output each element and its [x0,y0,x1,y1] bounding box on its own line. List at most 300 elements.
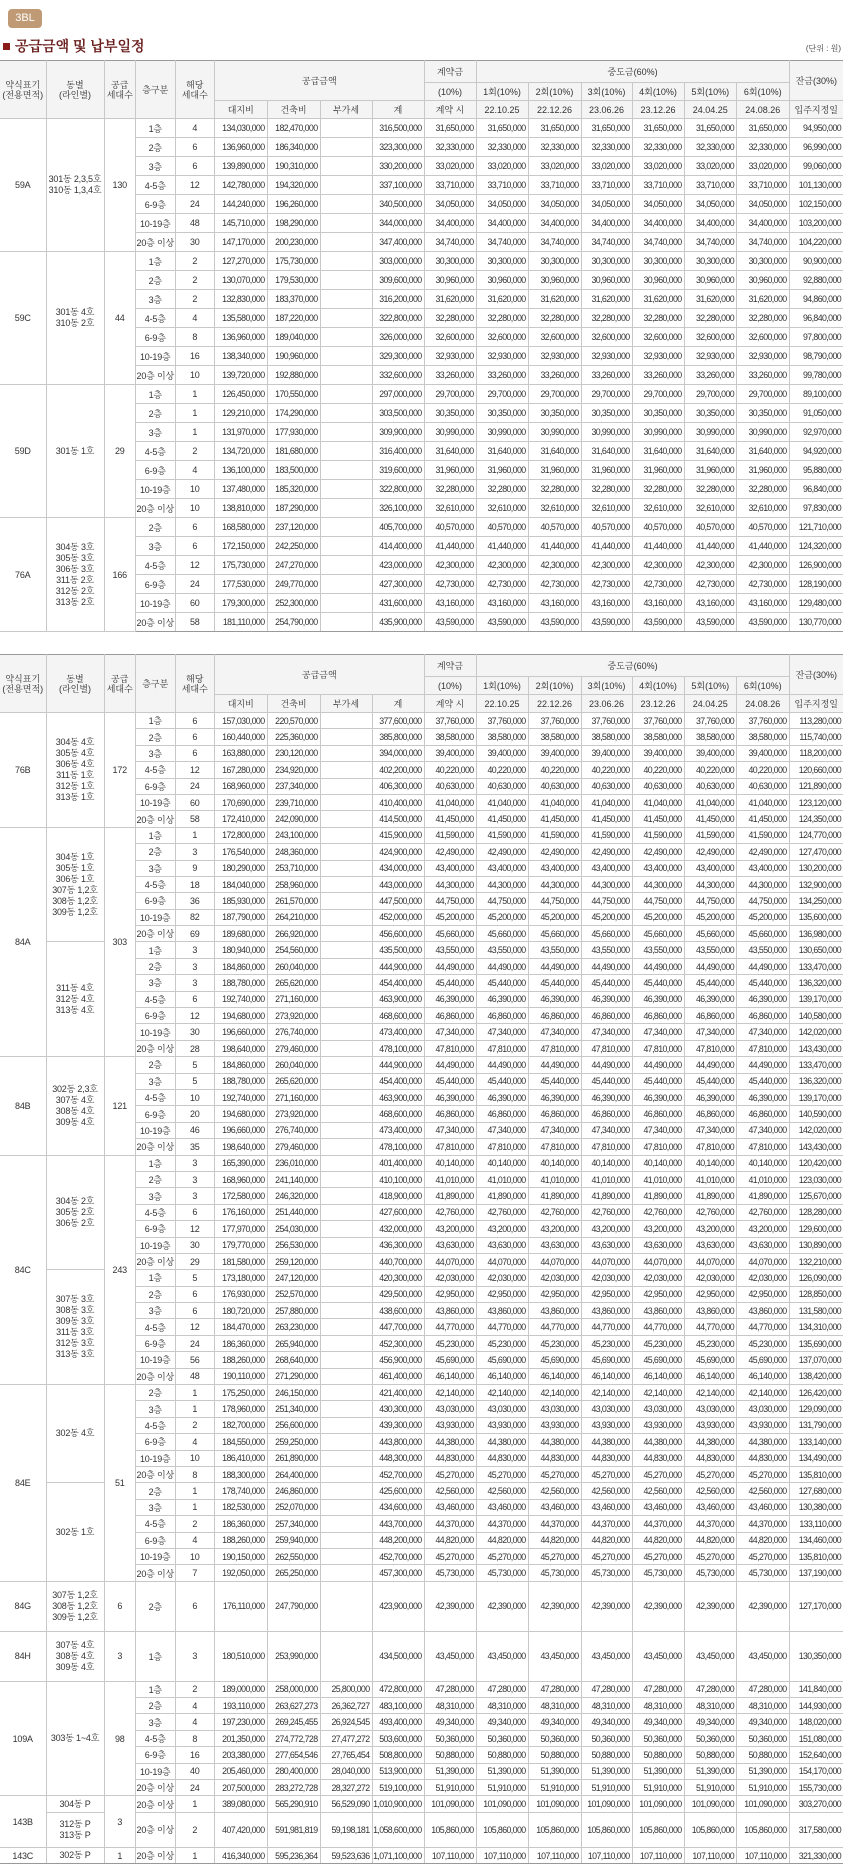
installment-2: 42,560,000 [528,1483,581,1499]
total-price: 405,700,000 [372,518,424,537]
units: 2 [175,252,215,271]
balance: 132,210,000 [789,1253,843,1269]
installment-5: 41,450,000 [684,811,737,827]
building-price: 257,340,000 [267,1516,320,1532]
installment-2: 107,110,000 [528,1847,581,1863]
units: 5 [175,1270,215,1286]
floor: 2층 [136,518,176,537]
installment-2: 45,230,000 [528,1335,581,1351]
land-price: 178,740,000 [215,1483,268,1499]
units: 2 [175,1812,215,1847]
installment-6: 42,760,000 [737,1204,790,1220]
supply-count: 166 [104,518,136,632]
building-price: 189,040,000 [267,328,320,347]
table-row [0,1796,843,1812]
installment-6: 44,300,000 [737,876,790,892]
building-price: 254,790,000 [267,613,320,632]
total-price: 410,100,000 [372,1171,424,1187]
header-deposit: 계약금 [424,655,476,677]
building-price: 259,120,000 [267,1253,320,1269]
vat [320,827,372,843]
installment-2: 44,490,000 [528,958,581,974]
unit-type: 59D [0,385,46,518]
deposit: 44,300,000 [424,876,476,892]
total-price: 423,900,000 [372,1581,424,1631]
balance: 130,200,000 [789,860,843,876]
header-deposit-pct: (10%) [424,677,476,695]
installment-6: 30,300,000 [737,252,790,271]
installment-3: 42,560,000 [581,1483,632,1499]
installment-5: 32,280,000 [684,480,737,499]
land-price: 136,960,000 [215,138,268,157]
vat [320,1057,372,1073]
installment-2: 46,860,000 [528,1106,581,1122]
installment-4: 101,090,000 [632,1796,684,1812]
installment-3: 42,030,000 [581,1270,632,1286]
installment-1: 45,230,000 [476,1335,528,1351]
vat [320,991,372,1007]
land-price: 132,830,000 [215,290,268,309]
installment-3: 51,390,000 [581,1763,632,1779]
installment-1: 50,360,000 [476,1730,528,1746]
installment-5: 44,300,000 [684,876,737,892]
units: 4 [175,1434,215,1450]
installment-3: 48,310,000 [581,1698,632,1714]
installment-4: 45,270,000 [632,1466,684,1482]
supply-count: 1 [104,1847,136,1863]
units: 4 [175,119,215,138]
balance: 97,830,000 [789,499,843,518]
land-price: 190,150,000 [215,1548,268,1564]
installment-5: 42,730,000 [684,575,737,594]
land-price: 130,070,000 [215,271,268,290]
installment-3: 33,260,000 [581,366,632,385]
installment-2: 32,330,000 [528,138,581,157]
building-price: 246,320,000 [267,1188,320,1204]
land-price: 147,170,000 [215,233,268,252]
vat [320,893,372,909]
units: 48 [175,214,215,233]
land-price: 172,150,000 [215,537,268,556]
installment-1: 42,760,000 [476,1204,528,1220]
installment-2: 43,630,000 [528,1237,581,1253]
total-price: 423,000,000 [372,556,424,575]
floor: 3층 [136,860,176,876]
vat [320,811,372,827]
land-price: 188,260,000 [215,1532,268,1548]
balance: 137,070,000 [789,1352,843,1368]
dong-lines: 304동 4호 305동 4호 306동 4호 311동 1호 312동 1호 313동 1호 [46,713,104,828]
balance: 140,590,000 [789,1106,843,1122]
total-price: 452,700,000 [372,1548,424,1564]
installment-3: 31,650,000 [581,119,632,138]
header-sub: 부가세 [320,101,372,119]
installment-4: 45,200,000 [632,909,684,925]
building-price: 260,040,000 [267,1057,320,1073]
installment-2: 37,760,000 [528,713,581,729]
installment-4: 41,040,000 [632,794,684,810]
total-price: 440,700,000 [372,1253,424,1269]
total-price: 418,900,000 [372,1188,424,1204]
installment-3: 44,820,000 [581,1532,632,1548]
deposit: 32,600,000 [424,328,476,347]
installment-5: 43,630,000 [684,1237,737,1253]
price-table-2 [0,654,843,1864]
installment-4: 51,910,000 [632,1780,684,1796]
units: 30 [175,1024,215,1040]
table-row [0,252,843,271]
building-price: 276,740,000 [267,1024,320,1040]
vat [320,290,372,309]
deposit: 43,860,000 [424,1303,476,1319]
floor: 6-9층 [136,328,176,347]
installment-3: 32,610,000 [581,499,632,518]
total-price: 303,000,000 [372,252,424,271]
installment-3: 44,830,000 [581,1450,632,1466]
land-price: 416,340,000 [215,1847,268,1863]
land-price: 178,960,000 [215,1401,268,1417]
building-price: 265,620,000 [267,975,320,991]
land-price: 176,110,000 [215,1581,268,1631]
installment-5: 32,280,000 [684,309,737,328]
installment-5: 30,300,000 [684,252,737,271]
installment-3: 38,580,000 [581,729,632,745]
building-price: 279,460,000 [267,1040,320,1056]
installment-5: 45,230,000 [684,1335,737,1351]
total-price: 421,400,000 [372,1385,424,1401]
land-price: 167,280,000 [215,762,268,778]
total-price: 340,500,000 [372,195,424,214]
installment-2: 42,300,000 [528,556,581,575]
floor: 4-5층 [136,309,176,328]
land-price: 180,290,000 [215,860,268,876]
balance: 141,840,000 [789,1681,843,1697]
vat: 25,800,000 [320,1681,372,1697]
balance: 142,020,000 [789,1024,843,1040]
unit-type: 84C [0,1155,46,1384]
land-price: 163,880,000 [215,745,268,761]
installment-3: 107,110,000 [581,1847,632,1863]
floor: 3층 [136,1714,176,1730]
installment-3: 46,140,000 [581,1368,632,1384]
building-price: 236,010,000 [267,1155,320,1171]
floor: 6-9층 [136,461,176,480]
header-installment: 6회(10%) [737,83,790,101]
deposit: 31,650,000 [424,119,476,138]
installment-6: 41,040,000 [737,794,790,810]
total-price: 425,600,000 [372,1483,424,1499]
installment-6: 44,820,000 [737,1532,790,1548]
units: 7 [175,1565,215,1581]
building-price: 591,981,819 [267,1812,320,1847]
installment-4: 47,810,000 [632,1040,684,1056]
total-price: 1,010,900,000 [372,1796,424,1812]
vat [320,1155,372,1171]
deposit: 46,390,000 [424,1089,476,1105]
units: 3 [175,942,215,958]
header-sub: 부가세 [320,695,372,713]
total-price: 385,800,000 [372,729,424,745]
building-price: 256,600,000 [267,1417,320,1433]
installment-4: 42,730,000 [632,575,684,594]
total-price: 438,600,000 [372,1303,424,1319]
installment-6: 42,730,000 [737,575,790,594]
total-price: 463,900,000 [372,991,424,1007]
installment-2: 43,450,000 [528,1631,581,1681]
land-price: 194,680,000 [215,1106,268,1122]
installment-2: 42,950,000 [528,1286,581,1302]
installment-4: 44,370,000 [632,1516,684,1532]
total-price: 430,300,000 [372,1401,424,1417]
vat [320,876,372,892]
vat [320,762,372,778]
installment-5: 42,760,000 [684,1204,737,1220]
installment-1: 42,560,000 [476,1483,528,1499]
installment-4: 46,390,000 [632,991,684,1007]
balance: 124,770,000 [789,827,843,843]
balance: 129,090,000 [789,1401,843,1417]
building-price: 252,070,000 [267,1499,320,1515]
deposit: 46,860,000 [424,1106,476,1122]
installment-6: 43,550,000 [737,942,790,958]
balance: 123,030,000 [789,1171,843,1187]
installment-3: 45,230,000 [581,1335,632,1351]
units: 1 [175,1401,215,1417]
floor: 3층 [136,1401,176,1417]
installment-6: 42,300,000 [737,556,790,575]
building-price: 251,340,000 [267,1401,320,1417]
balance: 130,350,000 [789,1631,843,1681]
header-sub: 건축비 [267,101,320,119]
floor: 1층 [136,119,176,138]
installment-4: 46,860,000 [632,1106,684,1122]
installment-1: 40,570,000 [476,518,528,537]
installment-2: 50,360,000 [528,1730,581,1746]
balance: 142,020,000 [789,1122,843,1138]
installment-3: 47,280,000 [581,1681,632,1697]
floor: 10-19층 [136,909,176,925]
units: 5 [175,1057,215,1073]
balance: 123,120,000 [789,794,843,810]
installment-2: 46,390,000 [528,991,581,1007]
installment-2: 31,620,000 [528,290,581,309]
deposit: 44,070,000 [424,1253,476,1269]
installment-4: 40,570,000 [632,518,684,537]
installment-6: 43,200,000 [737,1221,790,1237]
floor: 3층 [136,157,176,176]
installment-6: 49,340,000 [737,1714,790,1730]
deposit: 34,400,000 [424,214,476,233]
building-price: 198,290,000 [267,214,320,233]
installment-4: 42,030,000 [632,1270,684,1286]
total-price: 424,900,000 [372,844,424,860]
vat [320,442,372,461]
building-price: 265,620,000 [267,1073,320,1089]
land-price: 184,860,000 [215,1057,268,1073]
land-price: 181,110,000 [215,613,268,632]
balance: 133,110,000 [789,1516,843,1532]
installment-1: 30,990,000 [476,423,528,442]
installment-5: 48,310,000 [684,1698,737,1714]
units: 1 [175,1483,215,1499]
installment-1: 44,380,000 [476,1434,528,1450]
units: 2 [175,271,215,290]
installment-2: 44,750,000 [528,893,581,909]
balance: 135,690,000 [789,1335,843,1351]
building-price: 239,710,000 [267,794,320,810]
land-price: 168,960,000 [215,778,268,794]
building-price: 237,120,000 [267,518,320,537]
installment-1: 29,700,000 [476,385,528,404]
land-price: 136,960,000 [215,328,268,347]
vat [320,1139,372,1155]
installment-6: 40,140,000 [737,1155,790,1171]
units: 3 [175,1155,215,1171]
floor: 10-19층 [136,1122,176,1138]
installment-2: 34,050,000 [528,195,581,214]
floor: 20층 이상 [136,613,176,632]
balance: 126,420,000 [789,1385,843,1401]
units: 35 [175,1139,215,1155]
installment-3: 51,910,000 [581,1780,632,1796]
installment-6: 44,380,000 [737,1434,790,1450]
building-price: 258,000,000 [267,1681,320,1697]
building-price: 269,245,455 [267,1714,320,1730]
installment-5: 32,600,000 [684,328,737,347]
installment-6: 30,350,000 [737,404,790,423]
installment-2: 46,860,000 [528,1008,581,1024]
installment-3: 47,340,000 [581,1024,632,1040]
installment-1: 44,750,000 [476,893,528,909]
installment-2: 32,280,000 [528,480,581,499]
installment-3: 42,300,000 [581,556,632,575]
header-sub: 22.12.26 [528,101,581,119]
balance: 95,880,000 [789,461,843,480]
installment-5: 37,760,000 [684,713,737,729]
installment-6: 46,390,000 [737,991,790,1007]
installment-4: 47,280,000 [632,1681,684,1697]
installment-2: 31,640,000 [528,442,581,461]
installment-6: 45,690,000 [737,1352,790,1368]
land-price: 172,800,000 [215,827,268,843]
land-price: 177,970,000 [215,1221,268,1237]
building-price: 257,880,000 [267,1303,320,1319]
deposit: 37,760,000 [424,713,476,729]
installment-1: 40,140,000 [476,1155,528,1171]
floor: 6-9층 [136,778,176,794]
balance: 121,890,000 [789,778,843,794]
table-row [0,713,843,729]
installment-1: 48,310,000 [476,1698,528,1714]
deposit: 29,700,000 [424,385,476,404]
table-row [0,385,843,404]
installment-1: 44,370,000 [476,1516,528,1532]
installment-4: 45,230,000 [632,1335,684,1351]
installment-1: 33,020,000 [476,157,528,176]
vat [320,745,372,761]
installment-1: 30,960,000 [476,271,528,290]
total-price: 432,000,000 [372,1221,424,1237]
header-deposit: 계약금 [424,61,476,83]
total-price: 447,500,000 [372,893,424,909]
floor: 1층 [136,713,176,729]
total-price: 337,100,000 [372,176,424,195]
deposit: 47,810,000 [424,1040,476,1056]
installment-5: 43,550,000 [684,942,737,958]
balance: 120,660,000 [789,762,843,778]
vat [320,233,372,252]
units: 8 [175,1730,215,1746]
table-row [0,1155,843,1171]
installment-5: 32,930,000 [684,347,737,366]
floor: 20층 이상 [136,1565,176,1581]
installment-4: 32,280,000 [632,309,684,328]
installment-5: 46,140,000 [684,1368,737,1384]
floor: 20층 이상 [136,1040,176,1056]
floor: 1층 [136,252,176,271]
installment-2: 30,960,000 [528,271,581,290]
vat [320,1171,372,1187]
deposit: 46,860,000 [424,1008,476,1024]
installment-5: 45,200,000 [684,909,737,925]
floor: 1층 [136,827,176,843]
floor: 4-5층 [136,1089,176,1105]
vat [320,1401,372,1417]
installment-6: 43,930,000 [737,1417,790,1433]
deposit: 47,340,000 [424,1122,476,1138]
land-price: 176,930,000 [215,1286,268,1302]
floor: 20층 이상 [136,233,176,252]
installment-6: 44,490,000 [737,958,790,974]
installment-2: 46,140,000 [528,1368,581,1384]
units: 4 [175,461,215,480]
installment-3: 44,300,000 [581,876,632,892]
building-price: 261,890,000 [267,1450,320,1466]
installment-4: 31,960,000 [632,461,684,480]
header-sub: 계 [372,695,424,713]
deposit: 44,370,000 [424,1516,476,1532]
units: 6 [175,157,215,176]
header-sub: 대지비 [215,695,268,713]
installment-6: 41,890,000 [737,1188,790,1204]
deposit: 43,590,000 [424,613,476,632]
header-installment: 1회(10%) [476,83,528,101]
building-price: 258,960,000 [267,876,320,892]
header-price: 공급금액 [215,655,425,695]
installment-1: 43,160,000 [476,594,528,613]
unit-type: 76A [0,518,46,632]
balance: 97,800,000 [789,328,843,347]
installment-4: 34,400,000 [632,214,684,233]
units: 3 [175,975,215,991]
installment-6: 40,570,000 [737,518,790,537]
vat [320,1008,372,1024]
dong-lines: 301동 2,3,5호 310동 1,3,4호 [46,119,104,252]
installment-4: 34,050,000 [632,195,684,214]
installment-4: 30,300,000 [632,252,684,271]
land-price: 207,500,000 [215,1780,268,1796]
vat [320,794,372,810]
installment-6: 42,030,000 [737,1270,790,1286]
installment-6: 43,590,000 [737,613,790,632]
building-price: 248,360,000 [267,844,320,860]
units: 8 [175,328,215,347]
deposit: 32,280,000 [424,309,476,328]
installment-5: 31,620,000 [684,290,737,309]
floor: 20층 이상 [136,1812,176,1847]
balance: 124,350,000 [789,811,843,827]
installment-6: 43,630,000 [737,1237,790,1253]
